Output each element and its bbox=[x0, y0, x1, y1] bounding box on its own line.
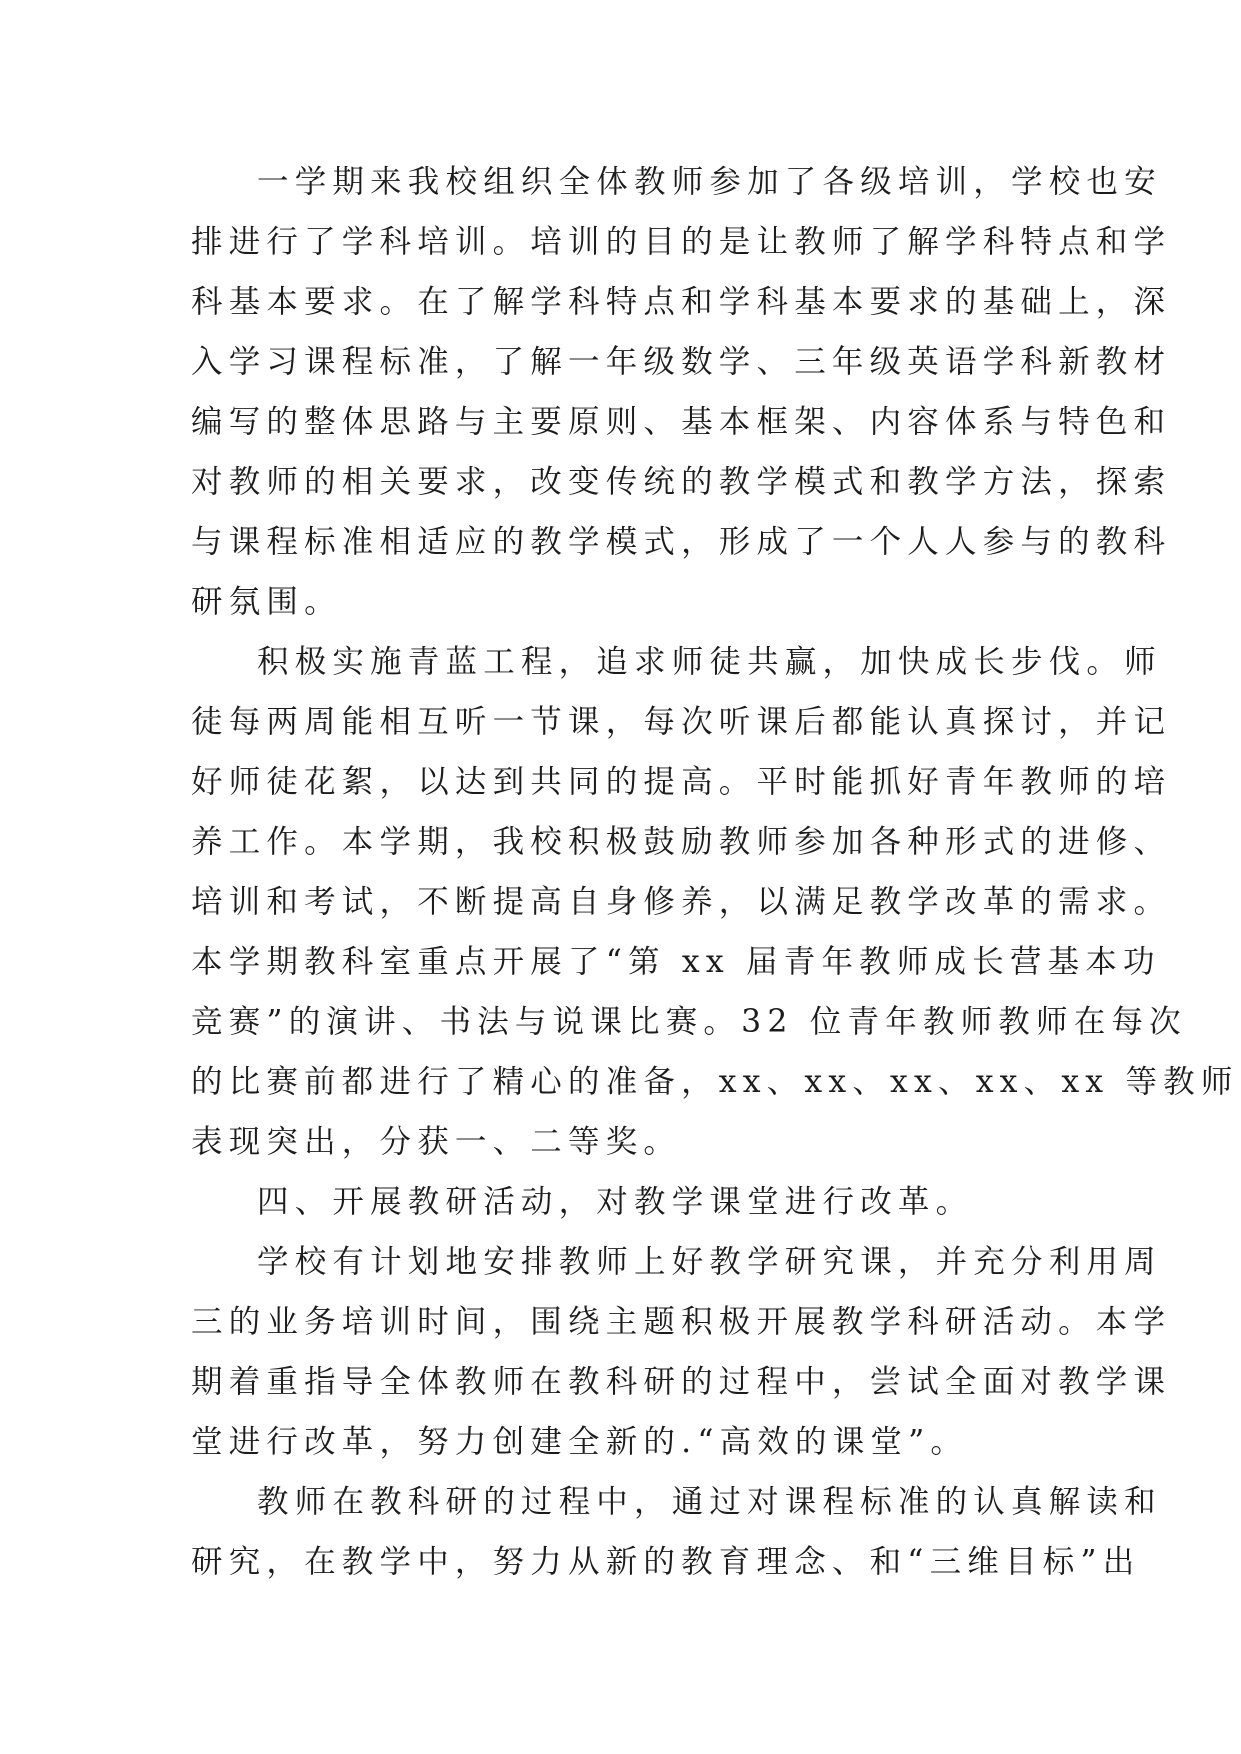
paragraph-mentoring bbox=[191, 632, 1239, 1172]
paragraph-line: 好师徒花絮，以达到共同的提高。平时能抓好青年教师的培 bbox=[191, 764, 1172, 800]
paragraph-line: 积极实施青蓝工程，追求师徒共赢，加快成长步伐。师 bbox=[257, 644, 1162, 680]
paragraph-line: 排进行了学科培训。培训的目的是让教师了解学科特点和学 bbox=[191, 224, 1172, 260]
section-heading-text: 四、开展教研活动，对教学课堂进行改革。 bbox=[257, 1184, 974, 1220]
paragraph-research-lessons bbox=[191, 1232, 1172, 1472]
section-heading bbox=[191, 1172, 1061, 1232]
paragraph-line: 教师在教科研的过程中，通过对课程标准的认真解读和 bbox=[257, 1484, 1162, 1520]
paragraph-line: 入学习课程标准，了解一年级数学、三年级英语学科新教材 bbox=[191, 344, 1172, 380]
paragraph-line: 对教师的相关要求，改变传统的教学模式和教学方法，探索 bbox=[191, 464, 1172, 500]
document-body bbox=[191, 152, 1239, 1592]
paragraph-line: 徒每两周能相互听一节课，每次听课后都能认真探讨，并记 bbox=[191, 704, 1172, 740]
paragraph-line: 一学期来我校组织全体教师参加了各级培训，学校也安 bbox=[257, 164, 1162, 200]
paragraph-line: 竞赛”的演讲、书法与说课比赛。32 位青年教师教师在每次 bbox=[191, 1004, 1187, 1040]
paragraph-line: 本学期教科室重点开展了“第 xx 届青年教师成长营基本功 bbox=[191, 944, 1161, 980]
paragraph-line: 养工作。本学期，我校积极鼓励教师参加各种形式的进修、 bbox=[191, 824, 1172, 860]
paragraph-line: 培训和考试，不断提高自身修养，以满足教学改革的需求。 bbox=[191, 884, 1172, 920]
paragraph-line: 研氛围。 bbox=[191, 584, 342, 620]
paragraph-line: 堂进行改革，努力创建全新的.“高效的课堂”。 bbox=[191, 1424, 969, 1460]
paragraph-line: 研究，在教学中，努力从新的教育理念、和“三维目标”出 bbox=[191, 1544, 1141, 1580]
paragraph-line: 学校有计划地安排教师上好教学研究课，并充分利用周 bbox=[257, 1244, 1162, 1280]
paragraph-line: 期着重指导全体教师在教科研的过程中，尝试全面对教学课 bbox=[191, 1364, 1172, 1400]
paragraph-training bbox=[191, 152, 1172, 632]
paragraph-line: 科基本要求。在了解学科特点和学科基本要求的基础上，深 bbox=[191, 284, 1172, 320]
paragraph-line: 三的业务培训时间，围绕主题积极开展教学科研活动。本学 bbox=[191, 1304, 1172, 1340]
paragraph-line: 表现突出，分获一、二等奖。 bbox=[191, 1124, 682, 1160]
paragraph-curriculum-standards bbox=[191, 1472, 1162, 1592]
paragraph-line: 编写的整体思路与主要原则、基本框架、内容体系与特色和 bbox=[191, 404, 1172, 440]
paragraph-line: 的比赛前都进行了精心的准备，xx、xx、xx、xx、xx 等教师 bbox=[191, 1064, 1239, 1100]
paragraph-line: 与课程标准相适应的教学模式，形成了一个人人参与的教科 bbox=[191, 524, 1172, 560]
